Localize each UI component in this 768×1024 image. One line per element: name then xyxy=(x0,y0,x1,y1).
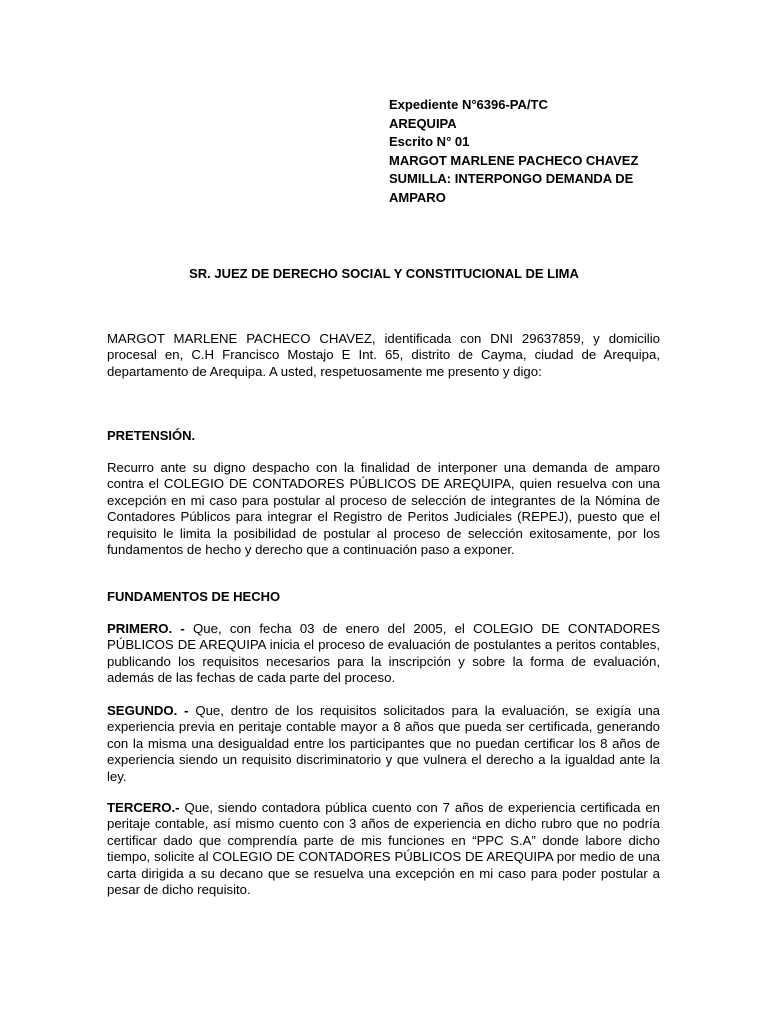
plaintiff-name: MARGOT MARLENE PACHECO CHAVEZ xyxy=(389,152,639,168)
segundo-paragraph xyxy=(107,703,660,785)
segundo-label: SEGUNDO. - xyxy=(107,703,189,718)
fundamentos-heading: FUNDAMENTOS DE HECHO xyxy=(107,589,281,604)
summary-line-2: AMPARO xyxy=(389,189,446,205)
addressee-heading: SR. JUEZ DE DERECHO SOCIAL Y CONSTITUCIONAL DE LIMA xyxy=(189,266,579,281)
primero-label: PRIMERO. - xyxy=(107,621,185,636)
filing-number: Escrito N° 01 xyxy=(389,134,470,149)
tercero-text: Que, siendo contadora pública cuento con 7 años de experiencia certificada en peritaje contable, así mismo cuento con 3 años de experiencia en dicho rubro que no podría certificar dado que comprendía parte de mis funciones en “PPC S.A” donde labore dicho tiempo, solicite al COLEGIO DE CONTADORES PÚBLICOS DE AREQUIPA por medio de una carta dirigida a su decano que se resuelva una excepción en mi caso para poder postular a pesar de dicho requisito. xyxy=(107,800,660,898)
segundo-text: Que, dentro de los requisitos solicitados para la evaluación, se exigía una experiencia previa en peritaje contable mayor a 8 años que pueda ser certificada, generando con la misma una desigualdad entre los participantes que no puedan certificar los 8 años de experiencia siendo un requisito discriminatorio y que vulnera el derecho a la igualdad ante la ley. xyxy=(107,703,661,784)
tercero-label: TERCERO.- xyxy=(107,800,180,815)
case-number: Expediente N°6396-PA/TC xyxy=(389,97,548,112)
pretension-heading: PRETENSIÓN. xyxy=(107,428,196,443)
primero-text: Que, con fecha 03 de enero del 2005, el COLEGIO DE CONTADORES PÚBLICOS DE AREQUIPA inicia el proceso de evaluación de postulantes a peritos contables, publicando los requisitos necesarios para la inscripción y sobre la forma de evaluación, además de las fechas de cada parte del proceso. xyxy=(107,621,660,686)
summary-line-1: SUMILLA: INTERPONGO DEMANDA DE xyxy=(389,171,634,186)
pretension-paragraph: Recurro ante su digno despacho con la finalidad de interponer una demanda de amparo contra el COLEGIO DE CONTADORES PÚBLICOS DE AREQUIPA, quien resuelva con una excepción en mi caso para postular al proceso de selección de integrantes de la Nómina de Contadores Públicos para integrar el Registro de Peritos Judiciales (REPEJ), puesto que el requisito le limita la posibilidad de postular al proceso de selección exitosamente, por los fundamentos de hecho y derecho que a continuación paso a exponer. xyxy=(107,460,660,558)
case-city: AREQUIPA xyxy=(389,115,457,131)
case-header xyxy=(389,96,689,207)
intro-paragraph: MARGOT MARLENE PACHECO CHAVEZ, identificada con DNI 29637859, y domicilio procesal en, C.H Francisco Mostajo E Int. 65, distrito de Cayma, ciudad de Arequipa, departamento de Arequipa. A usted, respetuosamente me presento y digo: xyxy=(107,331,660,379)
primero-paragraph xyxy=(107,621,660,687)
tercero-paragraph xyxy=(107,800,660,898)
